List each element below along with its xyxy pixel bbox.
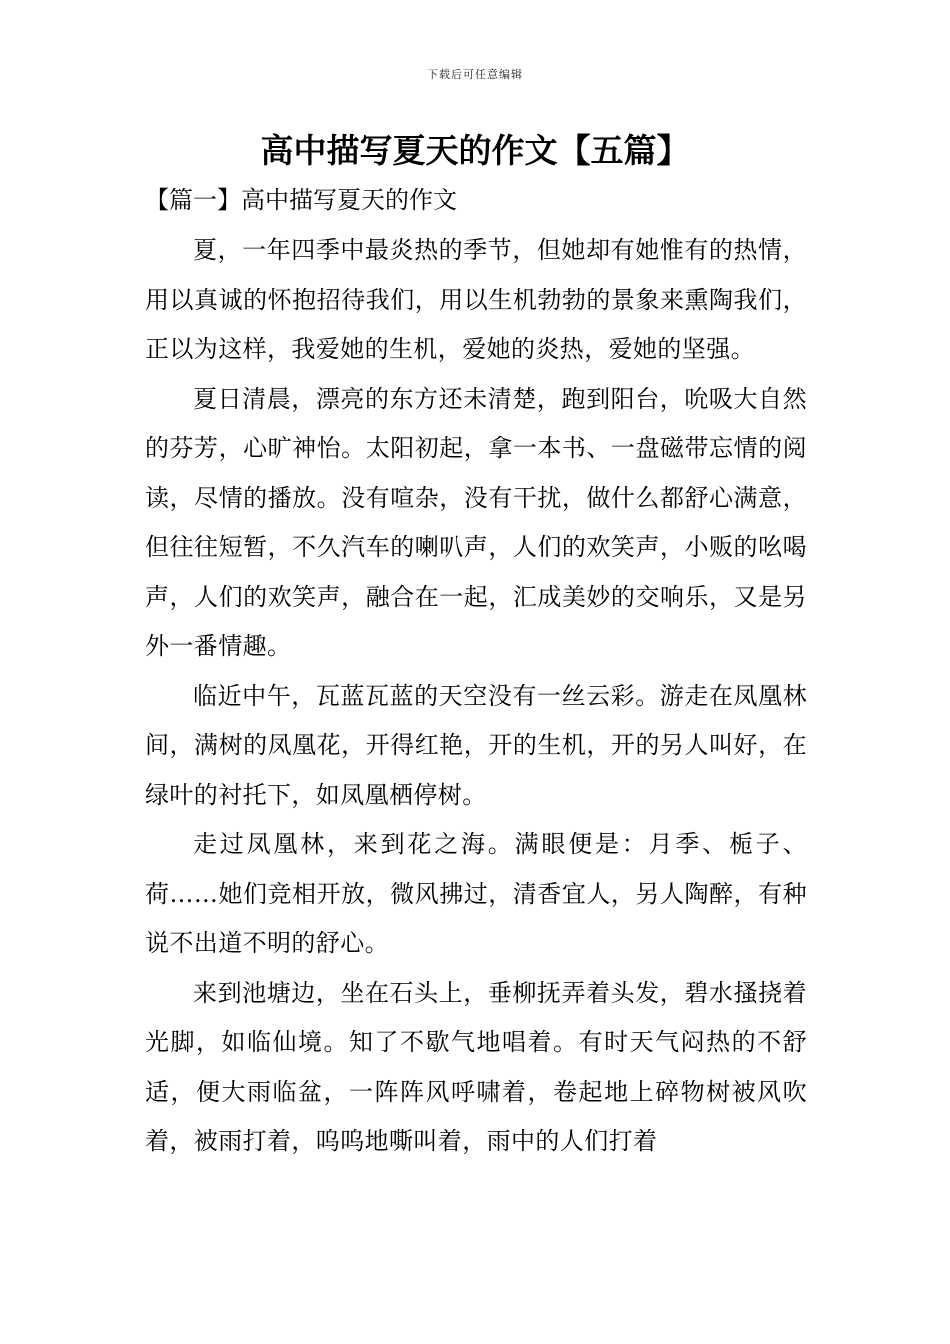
paragraph-1: 夏，一年四季中最炎热的季节，但她却有她惟有的热情，用以真诚的怀抱招待我们，用以生机勃勃的景象来熏陶我们，正以为这样，我爱她的生机，爱她的炎热，爱她的坚强。: [145, 236, 807, 363]
paragraph-4: 走过凤凰林，来到花之海。满眼便是：月季、栀子、荷……她们竞相开放，微风拂过，清香宜人，另人陶醉，有种说不出道不明的舒心。: [145, 830, 807, 957]
paragraph-2: 夏日清晨，漂亮的东方还未清楚，跑到阳台，吮吸大自然的芬芳，心旷神怡。太阳初起，拿一本书、一盘磁带忘情的阅读，尽情的播放。没有喧杂，没有干扰，做什么都舒心满意，但往往短暂，不久汽车的喇叭声，人们的欢笑声，小贩的吆喝声，人们的欢笑声，融合在一起，汇成美妙的交响乐，又是另外一番情趣。: [145, 384, 807, 660]
section-heading: 【篇一】高中描写夏天的作文: [145, 186, 457, 214]
paragraph-3: 临近中午，瓦蓝瓦蓝的天空没有一丝云彩。游走在凤凰林间，满树的凤凰花，开得红艳，开的生机，开的另人叫好，在绿叶的衬托下，如凤凰栖停树。: [145, 681, 807, 809]
document-body: [145, 182, 807, 1167]
page-header-note: 下载后可任意编辑: [427, 68, 523, 81]
paragraph-5: 来到池塘边，坐在石头上，垂柳抚弄着头发，碧水搔挠着光脚，如临仙境。知了不歇气地唱着。有时天气闷热的不舒适，便大雨临盆，一阵阵风呼啸着，卷起地上碎物树被风吹着，被雨打着，呜呜地嘶叫着，雨中的人们打着: [145, 978, 807, 1155]
document-title: 高中描写夏天的作文【五篇】: [260, 131, 690, 170]
